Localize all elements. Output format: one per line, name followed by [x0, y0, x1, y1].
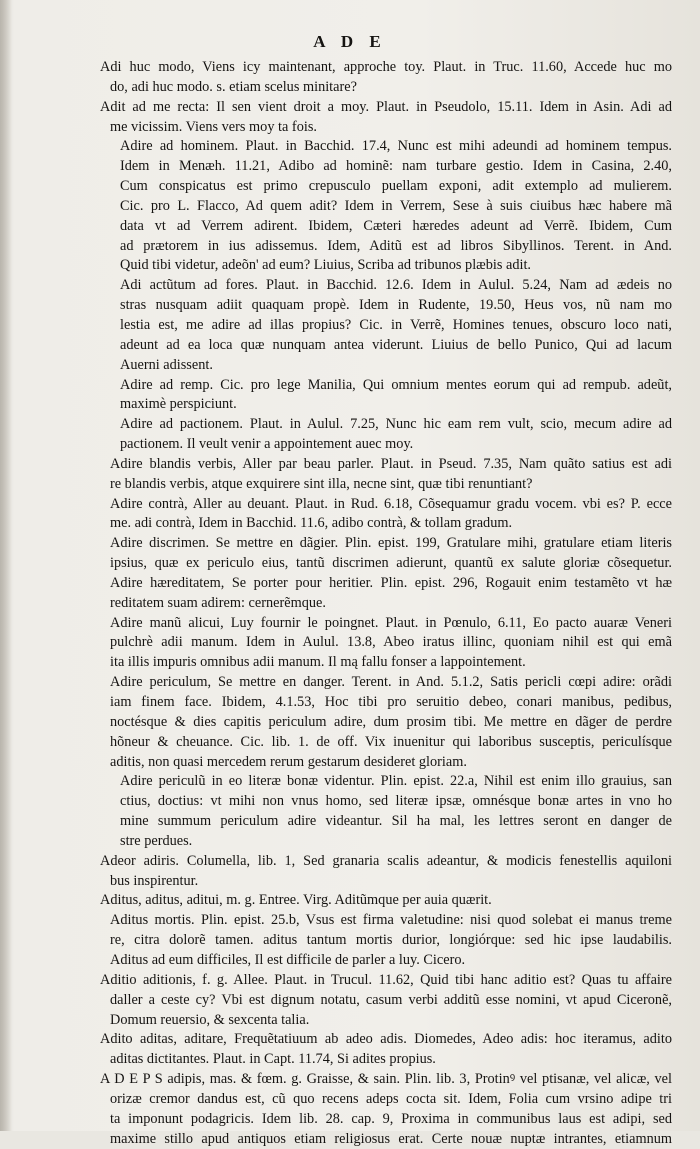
- text-line: Adire periculũ in eo literæ bonæ videntur. Plin. epist. 22.a, Nihil est enim illo grauius, san: [120, 773, 672, 790]
- text-line: Cum conspicatus est primo crepusculo puellam exponi, adit extemplo ad mulierem.: [120, 178, 672, 195]
- text-line: do, adi huc modo. s. etiam scelus minitare?: [110, 78, 357, 95]
- text-line: stre perdues.: [120, 832, 193, 849]
- text-line: Aditus, aditus, aditui, m. g. Entree. Virg. Aditũmque per auia quærit.: [100, 892, 492, 909]
- text-line: iam finem face. Ibidem, 4.1.53, Hoc tibi pro seruitio debeo, conari manibus, pedibus,: [110, 694, 672, 710]
- text-line: aditis, non quasi mercedem rerum gestarum desideret gloriam.: [110, 753, 467, 770]
- text-line: me. adi contrà, Idem in Bacchid. 11.6, adibo contrà, & tollam gradum.: [110, 515, 513, 532]
- text-line: ctius, doctius: vt mihi non vnus homo, sed literæ ipsæ, omnésque bonæ artes in vno ho: [120, 793, 672, 810]
- text-line: ad prætorem in ius adissemus. Idem, Aditũ est ad libros Sibyllinos. Terent. in And.: [120, 237, 672, 254]
- text-line: orizæ cremor dandus est, cũ quo recens adeps cocta sit. Idem, Folia cum vrsino adipe tri: [110, 1090, 672, 1107]
- text-line: Adeor adiris. Columella, lib. 1, Sed granaria scalis adeantur, & modicis fenestellis aquiloni: [100, 852, 672, 869]
- text-line: pulchrè adii manum. Idem in Aulul. 13.8, Abeo iratus illinc, quoniam nihil est qui emã: [110, 634, 672, 651]
- text-line: Adire blandis verbis, Aller par beau parler. Plaut. in Pseud. 7.35, Nam quãto satius est adi: [110, 455, 672, 472]
- text-line: Aditus mortis. Plin. epist. 25.b, Vsus est firma valetudine: nisi quod solebat ei manus treme: [110, 912, 672, 929]
- text-line: stras nusquam adiit quaquam propè. Idem in Rudente, 19.50, Heus vos, nũ nam mo: [120, 297, 672, 314]
- text-line: reditatem suam adirem: cernerẽmque.: [110, 594, 326, 611]
- text-line: Adire ad pactionem. Plaut. in Aulul. 7.25, Nunc hic eam rem vult, scio, mecum adire ad: [120, 416, 672, 433]
- text-line: Idem in Menæh. 11.21, Adibo ad hominẽ: nam turbare gestio. Idem in Casina, 2.40,: [120, 158, 672, 175]
- text-line: re, citra dolorẽ tamen. aditus tantum mortis durior, longiórque: sed hic ipse laudabilis.: [110, 932, 672, 949]
- text-line: Adire periculum, Se mettre en danger. Terent. in And. 5.1.2, Satis pericli cœpi adire: orãdi: [110, 674, 672, 691]
- text-line: re blandis verbis, atque exquirere sint illa, necne sint, quæ tibi renuntiant?: [110, 475, 533, 492]
- text-line: lestia est, me adire ad illas propius? Cic. in Verrẽ, Homines tenues, obscuro loco nati,: [120, 316, 672, 333]
- text-line: adeunt ad ea loca quæ nunquam antea viderunt. Liuius de bello Punico, Qui ad lacum: [120, 336, 672, 353]
- text-line: data vt ad Verrem adirent. Ibidem, Cæteri hæredes adeunt ad Verrẽ. Ibidem, Cum: [120, 217, 672, 234]
- page-gutter-shadow: [0, 0, 12, 1131]
- text-line: Cic. pro L. Flacco, Ad quem adit? Idem in Verrem, Sese à suis ciuibus hæc habere mã: [120, 197, 672, 214]
- text-line: maximè perspiciunt.: [120, 396, 237, 413]
- text-line: Domum reuersio, & sexcenta talia.: [110, 1011, 310, 1028]
- text-line: Adit ad me recta: Il sen vient droit a moy. Plaut. in Pseudolo, 15.11. Idem in Asin. Adi ad: [100, 98, 672, 115]
- text-line: pactionem. Il veult venir a appointement auec moy.: [120, 436, 414, 453]
- text-line: Adire contrà, Aller au deuant. Plaut. in Rud. 6.18, Cõsequamur gradu vocem. vbi es? P. ecce: [110, 495, 672, 512]
- text-line: mine summum periculum adire videantur. Sil ha mal, les lettres seront en danger de: [120, 813, 672, 830]
- text-line: Auerni adissent.: [120, 356, 213, 373]
- text-line: ta imponunt podagricis. Idem lib. 28. cap. 9, Proxima in communibus laus est adipi, sed: [110, 1110, 672, 1127]
- text-line: Adire ad hominem. Plaut. in Bacchid. 17.4, Nunc est mihi adeundi ad hominem tempus.: [120, 138, 672, 155]
- text-line: ita illis impuris omnibus adii manum. Il mą fallu fonser a lappointement.: [110, 654, 526, 671]
- text-line: Quid tibi videtur, adeõn' ad eum? Liuius, Scriba ad tribunos plæbis adit.: [120, 257, 531, 274]
- text-line: A D E P S adipis, mas. & fœm. g. Graisse, & sain. Plin. lib. 3, Protinꝰ vel ptisanæ, vel alicæ, vel: [100, 1071, 672, 1088]
- text-line: Adi actũtum ad fores. Plaut. in Bacchid. 12.6. Idem in Aulul. 5.24, Nam ad ædeis no: [120, 277, 672, 294]
- text-line: Adi huc modo, Viens icy maintenant, approche toy. Plaut. in Truc. 11.60, Accede huc mo: [100, 59, 672, 75]
- text-line: me vicissim. Viens vers moy ta fois.: [110, 118, 317, 135]
- text-line: noctésque & dies capitis periculum adire, dum prosim tibi. Me mettre en dãger de perdre: [110, 713, 672, 730]
- text-line: Adire ad remp. Cic. pro lege Manilia, Qui omnium mentes eorum qui ad rempub. adeũt,: [120, 376, 672, 393]
- running-header: A D E: [313, 32, 387, 51]
- text-line: Aditus ad eum difficiles, Il est difficile de parler a luy. Cicero.: [110, 951, 466, 968]
- text-line: Adire discrimen. Se mettre en dãgier. Plin. epist. 199, Gratulare mihi, gratulare etiam literis: [110, 535, 672, 552]
- text-line: Adire manũ alicui, Luy fournir le poingnet. Plaut. in Pœnulo, 6.11, Eo pacto auaræ Veneri: [110, 614, 672, 631]
- dictionary-text-block: [100, 58, 672, 1149]
- text-line: hõneur & cheuance. Cic. lib. 1. de off. Vix inuenitur qui laboribus susceptis, periculísque: [110, 733, 672, 750]
- text-line: Adito aditas, aditare, Frequẽtatiuum ab adeo adis. Diomedes, Adeo adis: hoc iteramus, adito: [100, 1031, 672, 1048]
- text-line: daller a ceste cy? Vbi est dignum notatu, casum verbi additũ esse nomini, vt apud Ciceronẽ,: [110, 991, 672, 1008]
- text-line: bus inspirentur.: [110, 872, 199, 889]
- text-line: Adire hæreditatem, Se porter pour heritier. Plin. epist. 296, Rogauit enim testamẽto vt hæ: [110, 574, 672, 591]
- text-line: aditas dictitantes. Plaut. in Capt. 11.74, Si adites propius.: [110, 1051, 436, 1068]
- text-line: maxime stillo apud antiquos etiam religiosus erat. Certe nouæ nuptæ intrantes, etiamnum: [110, 1130, 672, 1147]
- text-line: Aditio aditionis, f. g. Allee. Plaut. in Trucul. 11.62, Quid tibi hanc aditio est? Quas tu affaire: [100, 971, 672, 988]
- text-line: ipsius, quæ ex periculo eius, tantũ discrimen adierunt, quantũ ex salute gloriæ cõsequetur.: [110, 555, 672, 572]
